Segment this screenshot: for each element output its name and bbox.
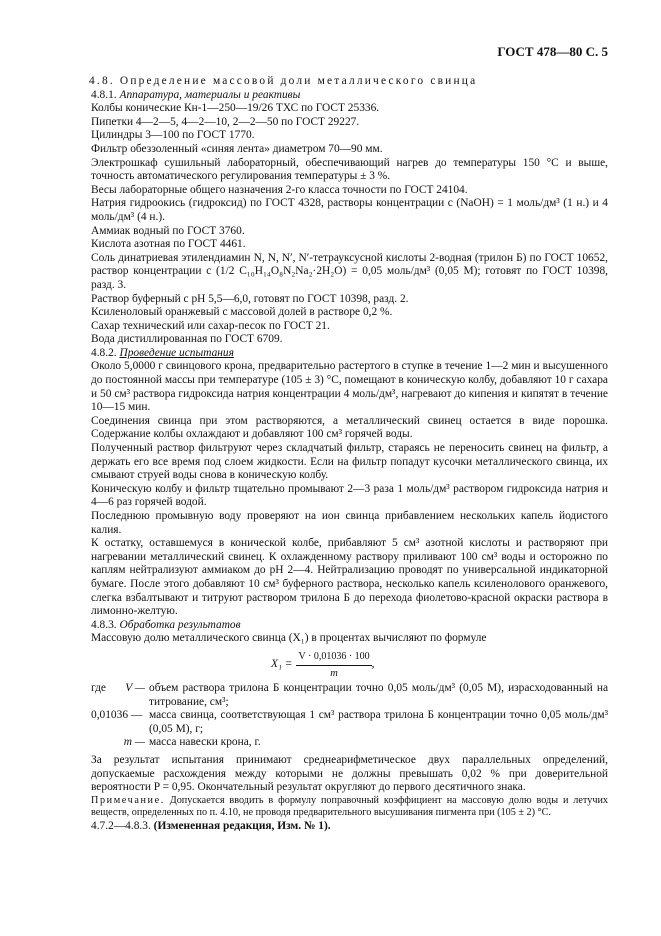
list-item: Раствор буферный с рН 5,5—6,0, готовят по ГОСТ 10398, разд. 2. xyxy=(91,292,409,305)
subsection-heading-4-8-3: 4.8.3. Обработка результатов xyxy=(91,618,241,631)
definition-text: объем раствора трилона Б концентрации точно 0,05 моль/дм³ (0,05 М), израсходованный на титрование, см³; xyxy=(149,681,608,708)
result-paragraph: За результат испытания принимают среднеарифметическое двух параллельных определений, допускаемые расхождения между которыми не должны превышать 0,02 % при доверительной вероятности P = 0,95. Окончательный результат округляют до первого десятичного знака. xyxy=(91,753,608,794)
note xyxy=(91,795,608,820)
naoh-item: Натрия гидроокись (гидроксид) по ГОСТ 4328, растворы концентрации с (NaOH) = 1 моль/дм³ (1 н.) и 4 моль/дм³ (4 н.). xyxy=(91,197,608,223)
definition-text: масса свинца, соответствующая 1 см³ раствора трилона Б концентрации точно 0,05 моль/дм³ (0,05 М), г; xyxy=(149,709,608,735)
page-header: ГОСТ 478—80 С. 5 xyxy=(497,44,608,59)
list-item: Цилиндры 3—100 по ГОСТ 1770. xyxy=(91,129,255,142)
section-title: 4.8. Определение массовой доли металлического свинца xyxy=(89,75,478,87)
note-text: Допускается вводить в формулу поправочный коэффициент на массовую долю воды и летучих веществ, определенных по п. 4.10, не проводя предварительного высушивания пигмента при (105 ± 2) °С. xyxy=(91,794,608,819)
definition-row xyxy=(91,736,608,750)
definition-symbol: 0,01036 — xyxy=(91,709,143,722)
formula-lhs: X₁ = xyxy=(271,658,293,671)
formula-fraction xyxy=(296,650,371,680)
formula-denominator: m xyxy=(330,667,338,679)
list-item: Пипетки 4—2—5, 4—2—10, 2—2—50 по ГОСТ 29227. xyxy=(91,115,360,128)
procedure-paragraph: Полученный раствор фильтруют через складчатый фильтр, стараясь не переносить свинец на фильтр, а держать его все время под слоем жидкости. Если на фильтр попадут кусочки металлического свинца, их смывают струей воды снова в коническую колбу. xyxy=(91,442,608,482)
subsection-heading-4-8-1: 4.8.1. Аппаратура, материалы и реактивы xyxy=(91,88,301,101)
list-item: Колбы конические Кн-1—250—19/26 ТХС по ГОСТ 25336. xyxy=(91,102,380,115)
list-item: Ксиленоловый оранжевый с массовой долей в растворе 0,2 %. xyxy=(91,306,393,319)
procedure-paragraph: Соединения свинца при этом растворяются, а металлический свинец остается в виде порошка. Содержание колбы охлаждают и добавляют 100 см³ горячей воды. xyxy=(91,414,608,441)
formula-numerator: V · 0,01036 · 100 xyxy=(296,650,371,666)
trilon-item: Соль динатриевая этилендиамин N, N, N′, N′-тетрауксусной кислоты 2-водная (трилон Б) по ГОСТ 10652, раствор концентрации с (1/2 C₁₀H₁₄O₈N₂Na₂·2H₂O) = 0,05 моль/дм³ (0,05 М); готовят по ГОСТ 10398, разд. 3. xyxy=(91,251,608,291)
formula xyxy=(91,648,608,681)
amendment xyxy=(91,820,608,834)
definition-symbol: V — xyxy=(125,681,145,694)
document-body xyxy=(91,75,608,833)
list-item: Фильтр обеззоленный «синяя лента» диаметром 70—90 мм. xyxy=(91,142,383,155)
formula-tail: , xyxy=(371,658,375,671)
list-item: Сахар технический или сахар-песок по ГОСТ 21. xyxy=(91,319,330,332)
subsection-heading-4-8-2: 4.8.2. Проведение испытания xyxy=(91,346,234,359)
list-item: Вода дистиллированная по ГОСТ 6709. xyxy=(91,333,283,346)
oven-item: Электрошкаф сушильный лабораторный, обеспечивающий нагрев до температуры 150 °С и выше, точность автоматического регулирования температуры ± 3 %. xyxy=(91,156,608,183)
procedure-paragraph: Около 5,0000 г свинцового крона, предварительно растертого в ступке в течение 1—2 мин и высушенного до постоянной массы при температуре (105 ± 3) °С, помещают в коническую колбу, добавляют 10 г сахара и 50 см³ раствора гидроксида натрия концентрации 4 моль/дм³, нагревают до кипения и кипятят в течение 10—15 мин. xyxy=(91,360,608,414)
procedure-paragraph: Коническую колбу и фильтр тщательно промывают 2—3 раза 1 моль/дм³ раствором гидроксида натрия и 4—6 раз горячей водой. xyxy=(91,482,608,509)
amendment-text: (Измененная редакция, Изм. № 1). xyxy=(153,819,331,832)
list-item: Кислота азотная по ГОСТ 4461. xyxy=(91,238,246,251)
where-label: где xyxy=(91,681,106,694)
definition-symbol: m — xyxy=(123,736,145,749)
scales-item: Весы лабораторные общего назначения 2-го класса точности по ГОСТ 24104. xyxy=(91,183,468,196)
definition-text: масса навески крона, г. xyxy=(149,736,261,749)
procedure-paragraph: Последнюю промывную воду проверяют на ион свинца прибавлением нескольких капель йодистого калия. xyxy=(91,510,608,536)
calc-intro: Массовую долю металлического свинца (X₁) в процентах вычисляют по формуле xyxy=(91,632,487,645)
definition-row xyxy=(91,682,608,709)
list-item: Аммиак водный по ГОСТ 3760. xyxy=(91,224,245,237)
note-label: Примечание. xyxy=(91,794,165,806)
amendment-number: 4.7.2—4.8.3. xyxy=(91,819,151,832)
definition-row xyxy=(91,709,608,736)
procedure-paragraph: К остатку, оставшемуся в конической колбе, прибавляют 5 см³ азотной кислоты и растворяют при нагревании металлический свинец. К охлажденному раствору приливают 100 см³ воды и осторожно по каплям нейтрализуют аммиаком до рН 2—4. Нейтрализацию проводят по универсальной индикаторной бумаге. После этого добавляют 10 см³ буферного раствора, несколько капель ксиленолового оранжевого, слегка взбалтывают и титруют раствором трилона Б до перехода фиолетово-красной окраски раствора в лимонно-желтую. xyxy=(91,537,608,618)
